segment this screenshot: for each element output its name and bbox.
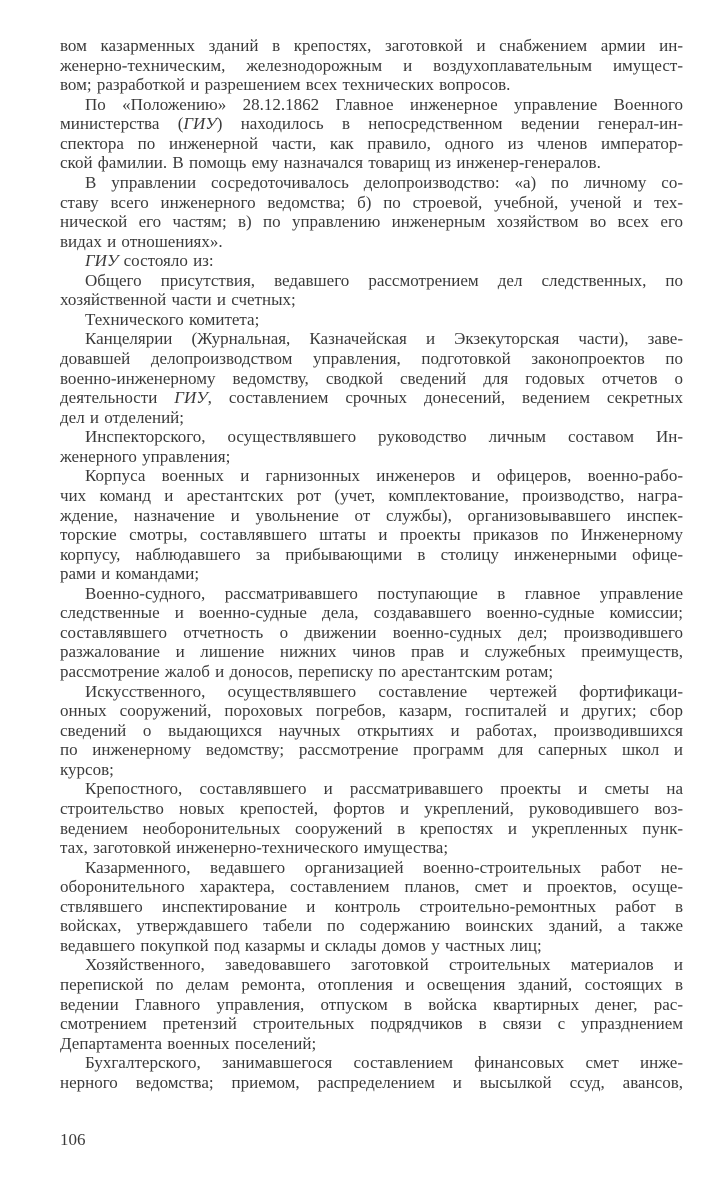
text-line: По «Положению» 28.12.1862 Главное инженерное управление Военного xyxy=(85,94,683,114)
text-line: перепиской по делам ремонта, отопления и освещения зданий, состоящих в xyxy=(60,975,683,994)
text-line: тах, заготовкой инженерно-технического имущества; xyxy=(60,838,449,858)
text-line: ставу всего инженерного ведомства; б) по строевой, учебной, ученой и тех- xyxy=(60,192,683,212)
text-line: хозяйственной части и счетных; xyxy=(60,290,296,310)
text-line: войсках, утверждавшего табели по содержанию воинских зданий, а также xyxy=(60,916,683,936)
text-line: Бухгалтерского, занимавшегося составлением финансовых смет инже- xyxy=(85,1053,683,1073)
text-segment: министерства ( xyxy=(60,114,184,134)
text-line: ствлявшего инспектирование и контроль строительно-ремонтных работ в xyxy=(60,896,683,916)
text-line: военно-инженерному ведомству, сводкой сведений для годовых отчетов о xyxy=(60,368,683,388)
text-line xyxy=(60,114,683,134)
text-line xyxy=(60,388,683,408)
text-line: ведением необоронительных сооружений в крепостях и укрепленных пунк- xyxy=(60,818,683,838)
text-line: ской фамилии. В помощь ему назначался товарищ из инженер-генералов. xyxy=(60,153,601,173)
text-line: курсов; xyxy=(60,759,114,779)
paragraph xyxy=(60,251,683,271)
paragraph xyxy=(60,955,683,1053)
paragraph xyxy=(60,310,683,330)
paragraph xyxy=(60,584,683,682)
text-line: рассмотрение жалоб и доносов, переписку по арестантским ротам; xyxy=(60,662,554,681)
text-segment: ) находилось в непосредственном ведении генерал-ин- xyxy=(216,114,683,134)
text-line: сведений о выдающихся научных открытиях и работах, производившихся xyxy=(60,720,683,740)
text-line: чих команд и арестантских рот (учет, комплектование, производство, награ- xyxy=(60,485,683,505)
text-line: нерного ведомства; приемом, распределением и высылкой ссуд, авансов, xyxy=(60,1072,683,1092)
text-line: строительство новых крепостей, фортов и укреплений, руководившего воз- xyxy=(60,798,683,818)
text-line: Общего присутствия, ведавшего рассмотрением дел следственных, по xyxy=(85,270,683,290)
text-line: довавшей делопроизводством управления, подготовкой законопроектов по xyxy=(60,349,683,368)
text-line: торские смотры, составлявшего штаты и проекты приказов по Инженерному xyxy=(60,525,683,545)
text-line: Искусственного, осуществлявшего составление чертежей фортификаци- xyxy=(85,681,683,701)
italic-abbreviation: ГИУ xyxy=(183,114,217,134)
text-line: видах и отношениях». xyxy=(60,231,223,251)
text-line: рами и командами; xyxy=(60,564,200,584)
italic-abbreviation: ГИУ xyxy=(174,388,208,408)
text-line: составлявшего отчетность о движении военно-судных дел; производившего xyxy=(60,622,683,642)
text-line: Технического комитета; xyxy=(85,309,260,329)
paragraph xyxy=(60,682,683,780)
text-line: Военно-судного, рассматривавшего поступающие в главное управление xyxy=(85,583,683,603)
text-line xyxy=(60,251,683,271)
text-line: ждение, назначение и увольнение от службы), организовывавшего инспек- xyxy=(60,505,683,525)
text-line: Казарменного, ведавшего организацией военно-строительных работ не- xyxy=(85,857,683,877)
text-line: Крепостного, составлявшего и рассматривавшего проекты и сметы на xyxy=(85,779,683,799)
italic-abbreviation: ГИУ xyxy=(85,251,119,271)
text-line: вом; разработкой и разрешением всех технических вопросов. xyxy=(60,75,511,95)
paragraph xyxy=(60,329,683,427)
book-page-text xyxy=(60,36,683,1092)
text-line: Канцелярии (Журнальная, Казначейская и Экзекуторская части), заве- xyxy=(85,329,683,349)
text-line: смотрением претензий строительных подрядчиков в связи с упразднением xyxy=(60,1014,683,1034)
paragraph xyxy=(60,1053,683,1092)
paragraph xyxy=(60,271,683,310)
text-line: разжалование и лишение нижних чинов прав и служебных преимуществ, xyxy=(60,642,683,662)
text-segment: состояло из: xyxy=(118,251,214,271)
paragraph xyxy=(60,466,683,583)
paragraph xyxy=(60,779,683,857)
text-segment: , составлением срочных донесений, ведением секретных xyxy=(207,388,683,408)
text-line: Департамента военных поселений; xyxy=(60,1033,317,1053)
paragraph xyxy=(60,95,683,173)
text-line: Инспекторского, осуществлявшего руководство личным составом Ин- xyxy=(85,427,683,447)
text-line: по инженерному ведомству; рассмотрение программ для саперных школ и xyxy=(60,740,683,760)
text-line: ведении Главного управления, отпуском в войска квартирных денег, рас- xyxy=(60,994,683,1014)
paragraph xyxy=(60,173,683,251)
text-line: В управлении сосредоточивалось делопроизводство: «а) по личному со- xyxy=(85,172,683,192)
text-line: вом казарменных зданий в крепостях, заготовкой и снабжением армии ин- xyxy=(60,36,683,55)
text-line: ведавшего покупкой под казармы и склады домов у частных лиц; xyxy=(60,935,542,955)
paragraph xyxy=(60,36,683,95)
paragraph xyxy=(60,858,683,956)
text-line: онных сооружений, пороховых погребов, казарм, госпиталей и других; сбор xyxy=(60,701,683,721)
text-line: дел и отделений; xyxy=(60,407,184,427)
text-line: спектора по инженерной части, как правило, одного из членов император- xyxy=(60,133,683,153)
text-line: Корпуса военных и гарнизонных инженеров и офицеров, военно-рабо- xyxy=(85,466,683,486)
text-line: женерно-техническим, железнодорожным и воздухоплавательным имущест- xyxy=(60,55,683,75)
text-line: оборонительного характера, составлением планов, смет и проектов, осуще- xyxy=(60,877,683,897)
text-line: Хозяйственного, заведовавшего заготовкой строительных материалов и xyxy=(85,955,683,975)
text-line: женерного управления; xyxy=(60,446,231,466)
text-line: нической его частям; в) по управлению инженерным хозяйством во всех его xyxy=(60,212,683,232)
paragraph xyxy=(60,427,683,466)
text-line: следственные и военно-судные дела, создававшего военно-судные комиссии; xyxy=(60,603,683,623)
text-line: корпусу, наблюдавшего за прибывающими в столицу инженерными офице- xyxy=(60,544,683,564)
page-number: 106 xyxy=(60,1130,86,1149)
text-segment: деятельности xyxy=(60,388,175,408)
